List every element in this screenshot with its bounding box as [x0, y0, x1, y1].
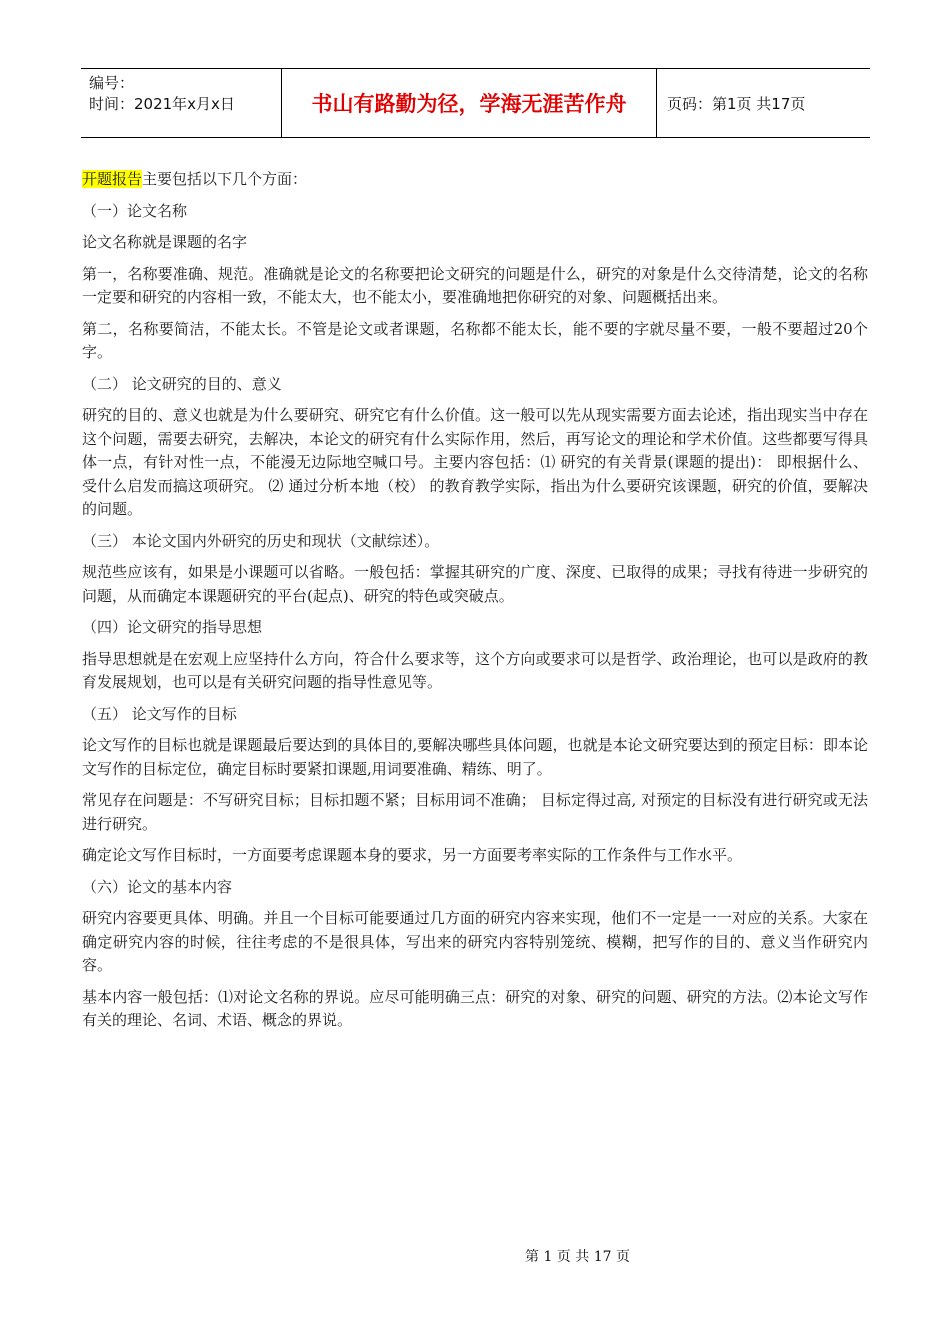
- paragraph: 研究内容要更具体、明确。并且一个目标可能要通过几方面的研究内容来实现，他们不一定是一一对应的关系。大家在确定研究内容的时候，往往考虑的不是很具体，写出来的研究内容特别笼统、模糊，把写作的目的、意义当作研究内容。: [82, 909, 868, 974]
- header-left-cell: [81, 69, 281, 137]
- paragraph: 论文名称就是课题的名字: [82, 233, 248, 251]
- paragraph: 指导思想就是在宏观上应坚持什么方向，符合什么要求等，这个方向或要求可以是哲学、政治理论，也可以是政府的教育发展规划，也可以是有关研究问题的指导性意见等。: [82, 649, 868, 691]
- page-footer: [0, 1246, 950, 1266]
- header-page-info: 页码：第1页 共17页: [667, 94, 806, 113]
- section-heading-2: （二） 论文研究的目的、意义: [82, 374, 282, 393]
- paragraph: 常见存在问题是：不写研究目标；目标扣题不紧；目标用词不准确； 目标定得过高, 对预定的目标没有进行研究或无法进行研究。: [82, 791, 868, 833]
- intro-paragraph: [82, 168, 868, 192]
- highlighted-term: 开题报告: [82, 170, 143, 188]
- paragraph: 研究的目的、意义也就是为什么要研究、研究它有什么价值。这一般可以先从现实需要方面去论述，指出现实当中存在这个问题，需要去研究，去解决，本论文的研究有什么实际作用，然后，再写论文的理论和学术价值。这些都要写得具体一点，有针对性一点，不能漫无边际地空喊口号。主要内容包括：⑴ 研究的有关背景(课题的提出)： 即根据什么、受什么启发而搞这项研究。 ⑵ 通过分析本地（校） 的教育教学实际，指出为什么要研究该课题，研究的价值，要解决的问题。: [82, 406, 868, 518]
- paragraph: 第二，名称要简洁，不能太长。不管是论文或者课题，名称都不能太长，能不要的字就尽量不要，一般不要超过20个字。: [82, 319, 868, 361]
- section-heading-3: （三） 本论文国内外研究的历史和现状（文献综述）。: [82, 531, 440, 550]
- paragraph: 确定论文写作目标时，一方面要考虑课题本身的要求，另一方面要考率实际的工作条件与工作水平。: [82, 846, 743, 864]
- header-motto: 书山有路勤为径，学海无涯苦作舟: [281, 69, 657, 137]
- section-heading-5: （五） 论文写作的目标: [82, 704, 237, 723]
- document-number-label: 编号：: [89, 74, 135, 92]
- paragraph: 基本内容一般包括：⑴对论文名称的界说。应尽可能明确三点：研究的对象、研究的问题、研究的方法。⑵本论文写作有关的理论、名词、术语、概念的界说。: [82, 987, 868, 1029]
- section-heading-6: （六）论文的基本内容: [82, 877, 233, 896]
- footer-page-number: 第 1 页 共 17 页: [525, 1249, 630, 1265]
- paragraph: 第一，名称要准确、规范。准确就是论文的名称要把论文研究的问题是什么，研究的对象是什么交待清楚，论文的名称一定要和研究的内容相一致，不能太大，也不能太小，要准确地把你研究的对象、问题概括出来。: [82, 264, 868, 306]
- document-body: [82, 168, 868, 1033]
- paragraph: 规范些应该有，如果是小课题可以省略。一般包括：掌握其研究的广度、深度、已取得的成果；寻找有待进一步研究的问题，从而确定本课题研究的平台(起点)、研究的特色或突破点。: [82, 563, 868, 605]
- section-heading-1: （一）论文名称: [82, 201, 188, 220]
- paragraph: 论文写作的目标也就是课题最后要达到的具体目的,要解决哪些具体问题，也就是本论文研究要达到的预定目标：即本论文写作的目标定位，确定目标时要紧扣课题,用词要准确、精练、明了。: [82, 736, 868, 778]
- document-time-label: 时间：2021年x月x日: [89, 95, 235, 113]
- section-heading-4: （四）论文研究的指导思想: [82, 618, 263, 636]
- intro-text: 主要包括以下几个方面：: [142, 170, 308, 188]
- header-table: [81, 68, 870, 138]
